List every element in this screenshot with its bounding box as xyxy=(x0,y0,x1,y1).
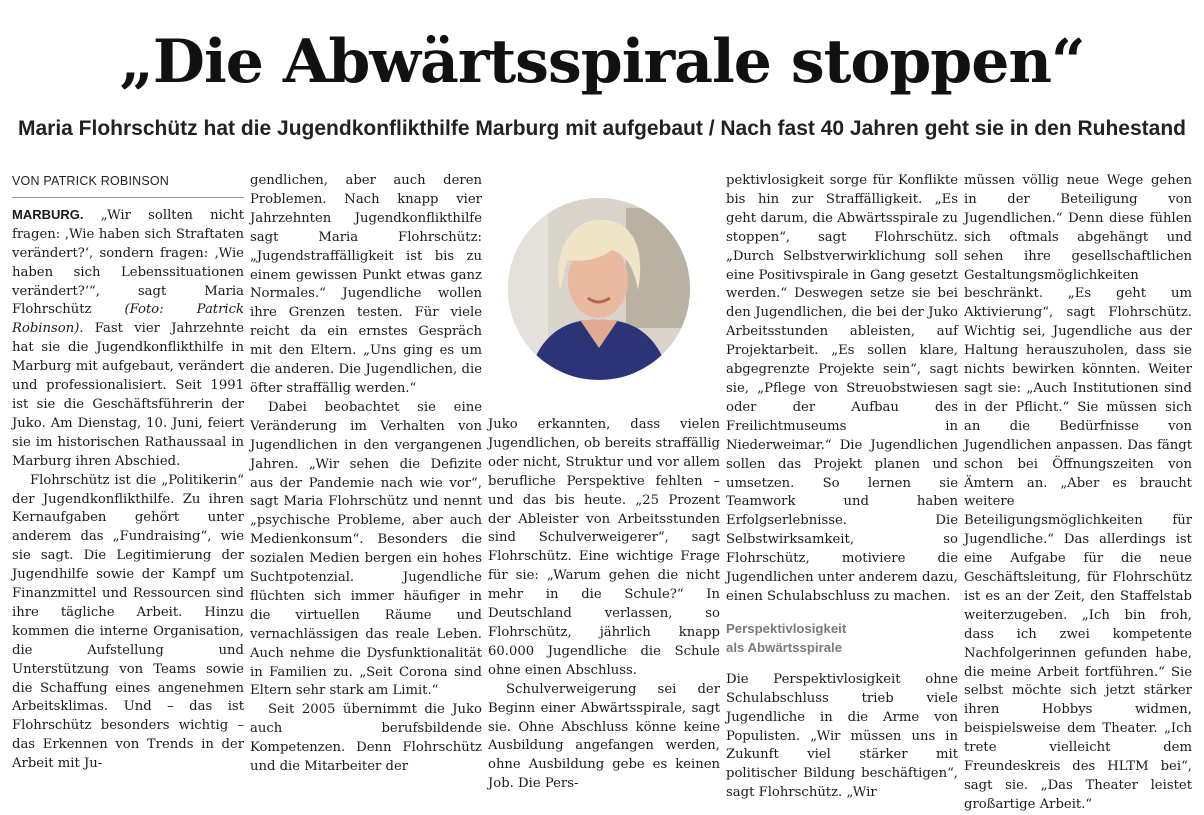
article-subhead: Maria Flohrschütz hat die Jugendkonflikthilfe Marburg mit aufgebaut / Nach fast 40 Jahren geht sie in den Ruhestand xyxy=(17,117,1186,140)
paragraph: Dabei beobachtet sie eine Veränderung im Verhalten von Jugendlichen in den vergangenen Jahren. „Wir sehen die Defizite aus der Pandemie nach wie vor“, sagt Maria Flohrschütz und nennt „psychische Probleme, aber auch Medienkonsum“. Besonders die sozialen Medien bergen ein hohes Suchtpotenzial. Jugendliche flüchten sich immer häufiger in die virtuellen Räume und vernachlässigen das reale Leben. Auch nehme die Dysfunktionalität in Familien zu. „Seit Corona sind Eltern sehr stark am Limit.“ xyxy=(250,399,482,699)
photo-credit: (Foto: Patrick Robinson) xyxy=(12,302,245,337)
article-byline: VON PATRICK ROBINSON xyxy=(12,172,244,198)
portrait-illustration xyxy=(508,198,690,380)
article-column-5 xyxy=(964,172,1192,815)
paragraph: Seit 2005 übernimmt die Juko auch berufsbildende Kompetenzen. Denn Flohrschütz und die Mitarbeiter der xyxy=(250,702,482,775)
article-column-3 xyxy=(488,416,720,794)
paragraph: müssen völlig neue Wege gehen in der Beteiligung von Jugendlichen.“ Denn diese fühlen sich oftmals abgehängt und sehen ihre gesellschaftlichen Gestaltungsmöglichkeiten beschränkt. „Es geht um Aktivierung“, sagt Flohrschütz. Wichtig sei, Jugendliche aus der Haltung herauszuholen, dass sie nichts bewirken könnten. Weiter sagt sie: „Auch Institutionen sind in der Pflicht.“ Sie müssen sich an die Bedürfnisse von Jugendlichen anpassen. Das fängt schon bei Öffnungszeiten von Ämtern an. „Aber es braucht weitere Beteiligungsmöglichkeiten für Jugendliche.“ Das allerdings ist eine Aufgabe für die neue Geschäftsleitung, für Flohrschütz ist es an der Zeit, den Staffelstab weiterzugeben. „Ich bin froh, dass ich zwei kompetente Nachfolgerinnen gefunden habe, die meine Arbeit fortführen.“ Sie selbst möchte sich jetzt stärker ihren Hobbys widmen, beispielsweise dem Theater. „Ich trete vielleicht dem Freundeskreis des HLTM bei“, sagt sie. „Das Theater leistet großartige Arbeit.“ xyxy=(964,173,1192,812)
paragraph: pektivlosigkeit sorge für Konflikte bis hin zur Straffälligkeit. „Es geht darum, die Abwärtsspirale zu stoppen“, sagt Flohrschütz. „Durch Selbstverwirklichung soll eine Positivspirale in Gang gesetzt werden.“ Deswegen setze sie bei den Jugendlichen, die bei der Juko Arbeitsstunden ableisten, auf Projektarbeit. „Es sollen klare, abgegrenzte Projekte sein“, sagt sie, „Pflege von Streuobstwiesen oder der Aufbau des Freilichtmuseums in Niederweimar.“ Die Jugendlichen sollen das Projekt planen und umsetzen. So lernen sie Teamwork und haben Erfolgserlebnisse. Die Selbstwirksamkeit, so Flohrschütz, motiviere die Jugendlichen unter anderem dazu, einen Schulabschluss zu machen. xyxy=(726,173,958,604)
paragraph: Die Perspektivlosigkeit ohne Schulabschluss trieb viele Jugendliche in die Arme von Populisten. „Wir müssen uns in Zukunft viel stärker mit politischer Bildung beschäftigen“, sagt Flohrschütz. „Wir xyxy=(726,671,958,801)
article-column-4 xyxy=(726,172,958,803)
article-headline: „Die Abwärtsspirale stoppen“ xyxy=(119,27,1085,97)
paragraph: Juko erkannten, dass vielen Jugendlichen, ob bereits straffällig oder nicht, Struktur und vor allem berufliche Perspektive fehlten – und das bis heute. „25 Prozent der Ableister von Arbeitsstunden sind Schulverweigerer“, sagt Flohrschütz. Eine wichtige Frage für sie: „Warum gehen die nicht mehr in die Schule?“ In Deutschland verlassen, so Flohrschütz, jährlich knapp 60.000 Jugendliche die Schule ohne einen Abschluss. xyxy=(488,417,720,678)
paragraph: gendlichen, aber auch deren Problemen. Nach knapp vier Jahrzehnten Jugendkonflikthilfe sagt Maria Flohrschütz: „Jugendstraffälligkeit ist bis zu einem gewissen Punkt etwas ganz Normales.“ Jugendliche wollen ihre Grenzen testen. Für viele reicht da ein ernstes Gespräch mit den Eltern. „Uns ging es um die anderen. Die Jugendlichen, die öfter straffällig werden.“ xyxy=(250,173,482,396)
paragraph-text: . Fast vier Jahrzehnte hat sie die Jugendkonflikthilfe in Marburg mit aufgebaut, verändert und professionalisiert. Seit 1991 ist sie die Geschäftsführerin der Juko. Am Dienstag, 10. Juni, feiert sie im historischen Rathaussaal in Marburg ihren Abschied. xyxy=(12,321,244,469)
article-column-1 xyxy=(12,172,244,774)
paragraph: Flohrschütz ist die „Politikerin“ der Jugendkonflikthilfe. Zu ihren Kernaufgaben gehört unter anderem das „Fundraising“, wie sie sagt. Die Legitimierung der Jugendhilfe sowie der Kampf um Finanzmittel und Ressourcen sind ihre tägliche Arbeit. Hinzu kommen die interne Organisation, die Aufstellung und Unterstützung von Teams sowie die Schaffung eines angenehmen Arbeitsklimas. Und – das ist Flohrschütz besonders wichtig – das Erkennen von Trends in der Arbeit mit Ju- xyxy=(12,472,244,772)
subheading-line: Perspektivlosigkeit xyxy=(726,620,847,636)
article-subheading xyxy=(726,619,958,657)
article-column-2 xyxy=(250,172,482,777)
subheading-line: als Abwärtsspirale xyxy=(726,639,843,655)
paragraph xyxy=(12,206,244,472)
paragraph: Schulverweigerung sei der Beginn einer Abwärtsspirale, sagt sie. Ohne Abschluss könne keine Ausbildung angefangen werden, ohne Ausbildung gebe es keinen Job. Die Pers- xyxy=(488,681,720,792)
dateline: MARBURG. xyxy=(12,206,84,222)
paragraph-text: „Wir sollten nicht fragen: ‚Wie haben sich Straftaten verändert?‘, sondern fragen: ‚Wie haben sich Lebenssituationen verändert?‘“, sagt Maria Flohrschütz xyxy=(12,207,244,318)
portrait-photo xyxy=(508,198,690,380)
